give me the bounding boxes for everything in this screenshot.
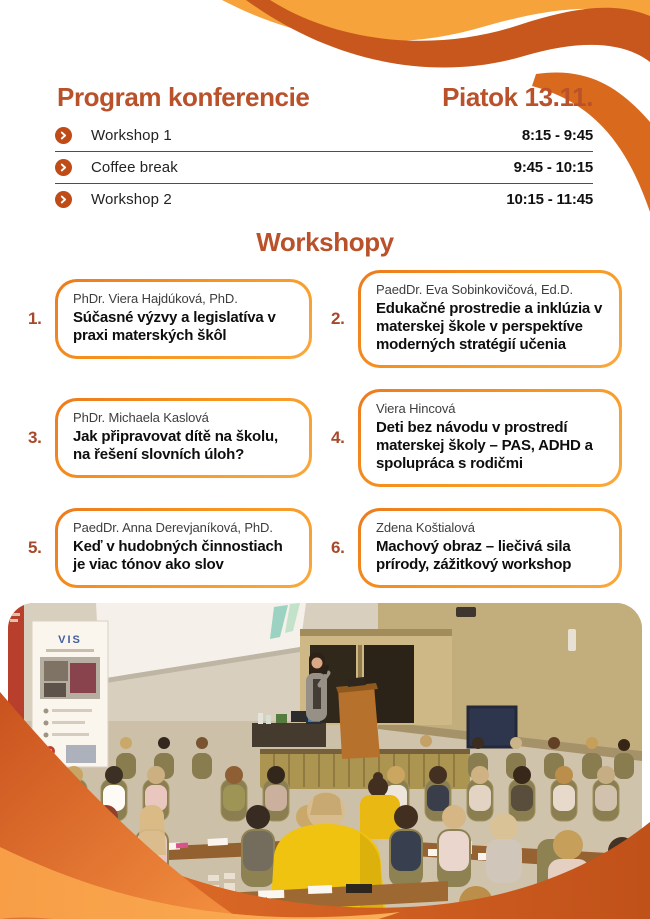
- workshop-card: [55, 398, 312, 478]
- schedule-label: Coffee break: [91, 159, 178, 176]
- workshop-presenter: PaedDr. Anna Derevjaníková, PhD.: [73, 520, 273, 535]
- schedule-time: 10:15 - 11:45: [506, 191, 593, 208]
- chevron-right-icon: [55, 127, 72, 144]
- workshop-presenter: Viera Hincová: [376, 401, 456, 416]
- schedule-row: [55, 120, 593, 152]
- workshop-number: 3.: [28, 428, 42, 447]
- workshop-card: [358, 270, 622, 368]
- schedule-time: 9:45 - 10:15: [513, 159, 593, 176]
- conference-photo-scene: [8, 603, 642, 919]
- schedule-table: [55, 120, 593, 215]
- workshop-title: Súčasné výzvy a legislatíva v praxi materských škôl: [73, 309, 276, 344]
- conference-photo: [8, 603, 642, 919]
- workshop-title: Jak připravovat dítě na školu, na řešení slovních úloh?: [73, 428, 278, 463]
- workshop-title: Keď v hudobných činnostiach je viac tónov ako slov: [73, 538, 283, 573]
- workshop-item: [28, 508, 312, 588]
- page-title: Program konferencie: [57, 82, 310, 112]
- workshop-presenter: PhDr. Michaela Kaslová: [73, 410, 209, 425]
- workshops-grid: [28, 270, 622, 588]
- schedule-row: [55, 152, 593, 184]
- workshop-title: Deti bez návodu v prostredí materskej školy – PAS, ADHD a spolupráca s rodičmi: [376, 419, 593, 472]
- schedule-time: 8:15 - 9:45: [521, 127, 593, 144]
- chevron-right-icon: [55, 191, 72, 208]
- workshop-item: [331, 389, 622, 487]
- workshop-number: 1.: [28, 309, 42, 328]
- workshop-presenter: PaedDr. Eva Sobinkovičová, Ed.D.: [376, 282, 573, 297]
- workshop-number: 2.: [331, 309, 345, 328]
- workshop-item: [331, 270, 622, 368]
- banner-text: VIS: [58, 634, 82, 646]
- schedule-label: Workshop 2: [91, 191, 172, 208]
- workshop-number: 5.: [28, 538, 42, 557]
- workshop-card: [358, 508, 622, 588]
- schedule-label: Workshop 1: [91, 127, 172, 144]
- chevron-right-icon: [55, 159, 72, 176]
- workshop-item: [331, 508, 622, 588]
- workshop-presenter: Zdena Koštialová: [376, 520, 475, 535]
- workshop-item: [28, 270, 312, 368]
- workshop-presenter: PhDr. Viera Hajdúková, PhD.: [73, 291, 238, 306]
- schedule-row: [55, 184, 593, 215]
- workshop-number: 6.: [331, 538, 345, 557]
- workshop-card: [55, 508, 312, 588]
- workshop-card: [358, 389, 622, 487]
- workshops-heading: Workshopy: [256, 227, 394, 257]
- workshop-item: [28, 389, 312, 487]
- conference-date: Piatok 13.11.: [442, 82, 593, 112]
- workshop-number: 4.: [331, 428, 345, 447]
- workshop-title: Machový obraz – liečivá sila prírody, zážitkový workshop: [376, 538, 572, 573]
- workshop-card: [55, 279, 312, 359]
- workshop-title: Edukačné prostredie a inklúzia v materskej škole v perspektíve moderných stratégií učenia: [376, 300, 603, 353]
